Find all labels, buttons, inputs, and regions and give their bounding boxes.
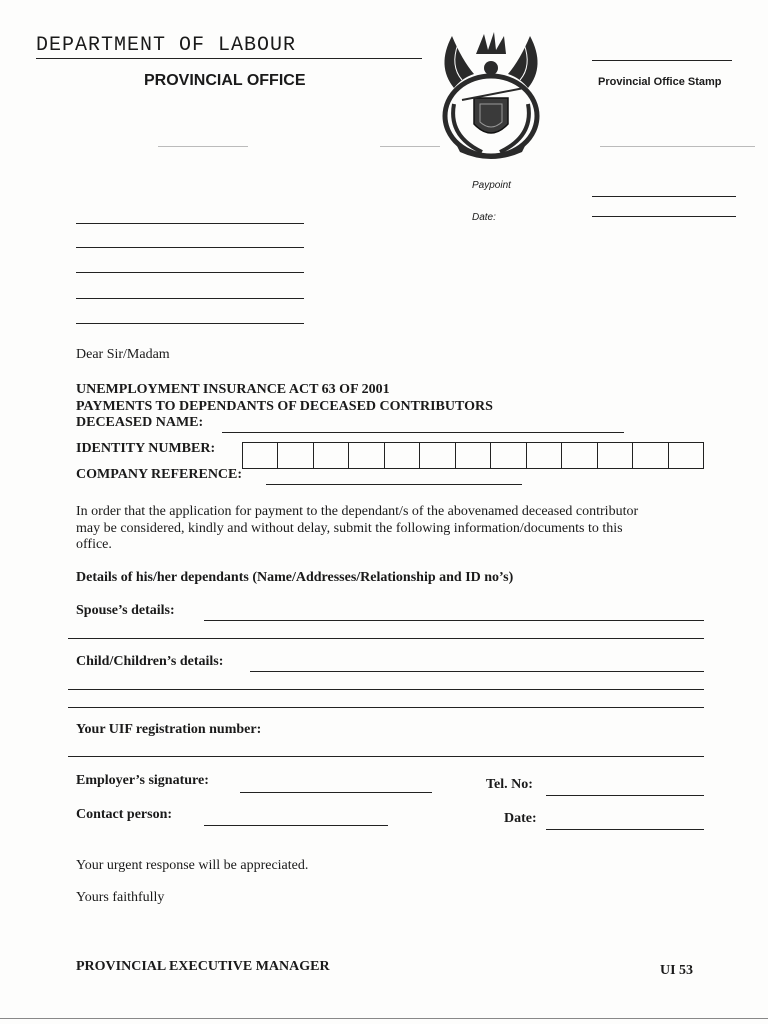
uif-registration-field[interactable] bbox=[68, 756, 704, 757]
address-line-1[interactable] bbox=[76, 223, 304, 224]
identity-number-cell[interactable] bbox=[385, 443, 420, 468]
spouse-field-line-2[interactable] bbox=[68, 638, 704, 639]
identity-number-cell[interactable] bbox=[420, 443, 455, 468]
children-field-line-3[interactable] bbox=[68, 707, 704, 708]
header-date-field[interactable] bbox=[592, 216, 736, 217]
department-title: DEPARTMENT OF LABOUR bbox=[36, 34, 297, 57]
employer-signature-label: Employer’s signature: bbox=[76, 773, 209, 788]
deceased-name-field[interactable] bbox=[222, 432, 624, 433]
children-field-line-1[interactable] bbox=[250, 671, 704, 672]
spouse-label: Spouse’s details: bbox=[76, 603, 175, 618]
instruction-line-1: In order that the application for payment to the dependant/s of the abovenamed deceased contributor bbox=[76, 504, 639, 519]
children-field-line-2[interactable] bbox=[68, 689, 704, 690]
identity-number-boxes[interactable] bbox=[242, 442, 704, 469]
identity-number-label: IDENTITY NUMBER: bbox=[76, 441, 216, 456]
identity-number-cell[interactable] bbox=[491, 443, 526, 468]
act-title: UNEMPLOYMENT INSURANCE ACT 63 OF 2001 bbox=[76, 382, 390, 397]
children-label: Child/Children’s details: bbox=[76, 654, 224, 669]
company-reference-field[interactable] bbox=[266, 484, 522, 485]
paypoint-field[interactable] bbox=[592, 196, 736, 197]
signatory-title: PROVINCIAL EXECUTIVE MANAGER bbox=[76, 959, 330, 974]
identity-number-cell[interactable] bbox=[243, 443, 278, 468]
provincial-office-title: PROVINCIAL OFFICE bbox=[144, 72, 306, 89]
spouse-field-line-1[interactable] bbox=[204, 620, 704, 621]
identity-number-cell[interactable] bbox=[527, 443, 562, 468]
stamp-line bbox=[592, 60, 732, 61]
uif-registration-label: Your UIF registration number: bbox=[76, 722, 262, 737]
address-line-4[interactable] bbox=[76, 298, 304, 299]
employer-signature-field[interactable] bbox=[240, 792, 432, 793]
address-line-3[interactable] bbox=[76, 272, 304, 273]
closing: Yours faithfully bbox=[76, 890, 165, 905]
address-line-5[interactable] bbox=[76, 323, 304, 324]
address-line-2[interactable] bbox=[76, 247, 304, 248]
paypoint-label: Paypoint bbox=[472, 180, 511, 191]
instruction-line-3: office. bbox=[76, 537, 112, 552]
department-underline bbox=[36, 58, 422, 59]
identity-number-cell[interactable] bbox=[456, 443, 491, 468]
coat-of-arms-icon bbox=[432, 26, 550, 162]
identity-number-cell[interactable] bbox=[349, 443, 384, 468]
stamp-label: Provincial Office Stamp bbox=[598, 76, 722, 88]
identity-number-cell[interactable] bbox=[314, 443, 349, 468]
scan-artifact bbox=[380, 146, 440, 147]
instruction-line-2: may be considered, kindly and without delay, submit the following information/documents to this bbox=[76, 521, 623, 536]
page-bottom-edge bbox=[0, 1018, 768, 1019]
scan-artifact bbox=[600, 146, 755, 147]
deceased-name-label: DECEASED NAME: bbox=[76, 415, 204, 430]
form-code: UI 53 bbox=[660, 963, 694, 978]
contact-person-label: Contact person: bbox=[76, 807, 173, 822]
footer-date-label: Date: bbox=[504, 811, 537, 826]
scan-artifact bbox=[158, 146, 248, 147]
dependants-heading: Details of his/her dependants (Name/Addresses/Relationship and ID no’s) bbox=[76, 570, 514, 585]
urgent-note: Your urgent response will be appreciated. bbox=[76, 858, 309, 873]
tel-label: Tel. No: bbox=[486, 777, 533, 792]
identity-number-cell[interactable] bbox=[598, 443, 633, 468]
identity-number-cell[interactable] bbox=[278, 443, 313, 468]
header-date-label: Date: bbox=[472, 212, 496, 223]
contact-person-field[interactable] bbox=[204, 825, 388, 826]
identity-number-cell[interactable] bbox=[562, 443, 597, 468]
identity-number-cell[interactable] bbox=[669, 443, 703, 468]
identity-number-cell[interactable] bbox=[633, 443, 668, 468]
tel-field[interactable] bbox=[546, 795, 704, 796]
salutation: Dear Sir/Madam bbox=[76, 347, 170, 362]
company-reference-label: COMPANY REFERENCE: bbox=[76, 467, 243, 482]
subject-line: PAYMENTS TO DEPENDANTS OF DECEASED CONTRIBUTORS bbox=[76, 399, 493, 414]
footer-date-field[interactable] bbox=[546, 829, 704, 830]
